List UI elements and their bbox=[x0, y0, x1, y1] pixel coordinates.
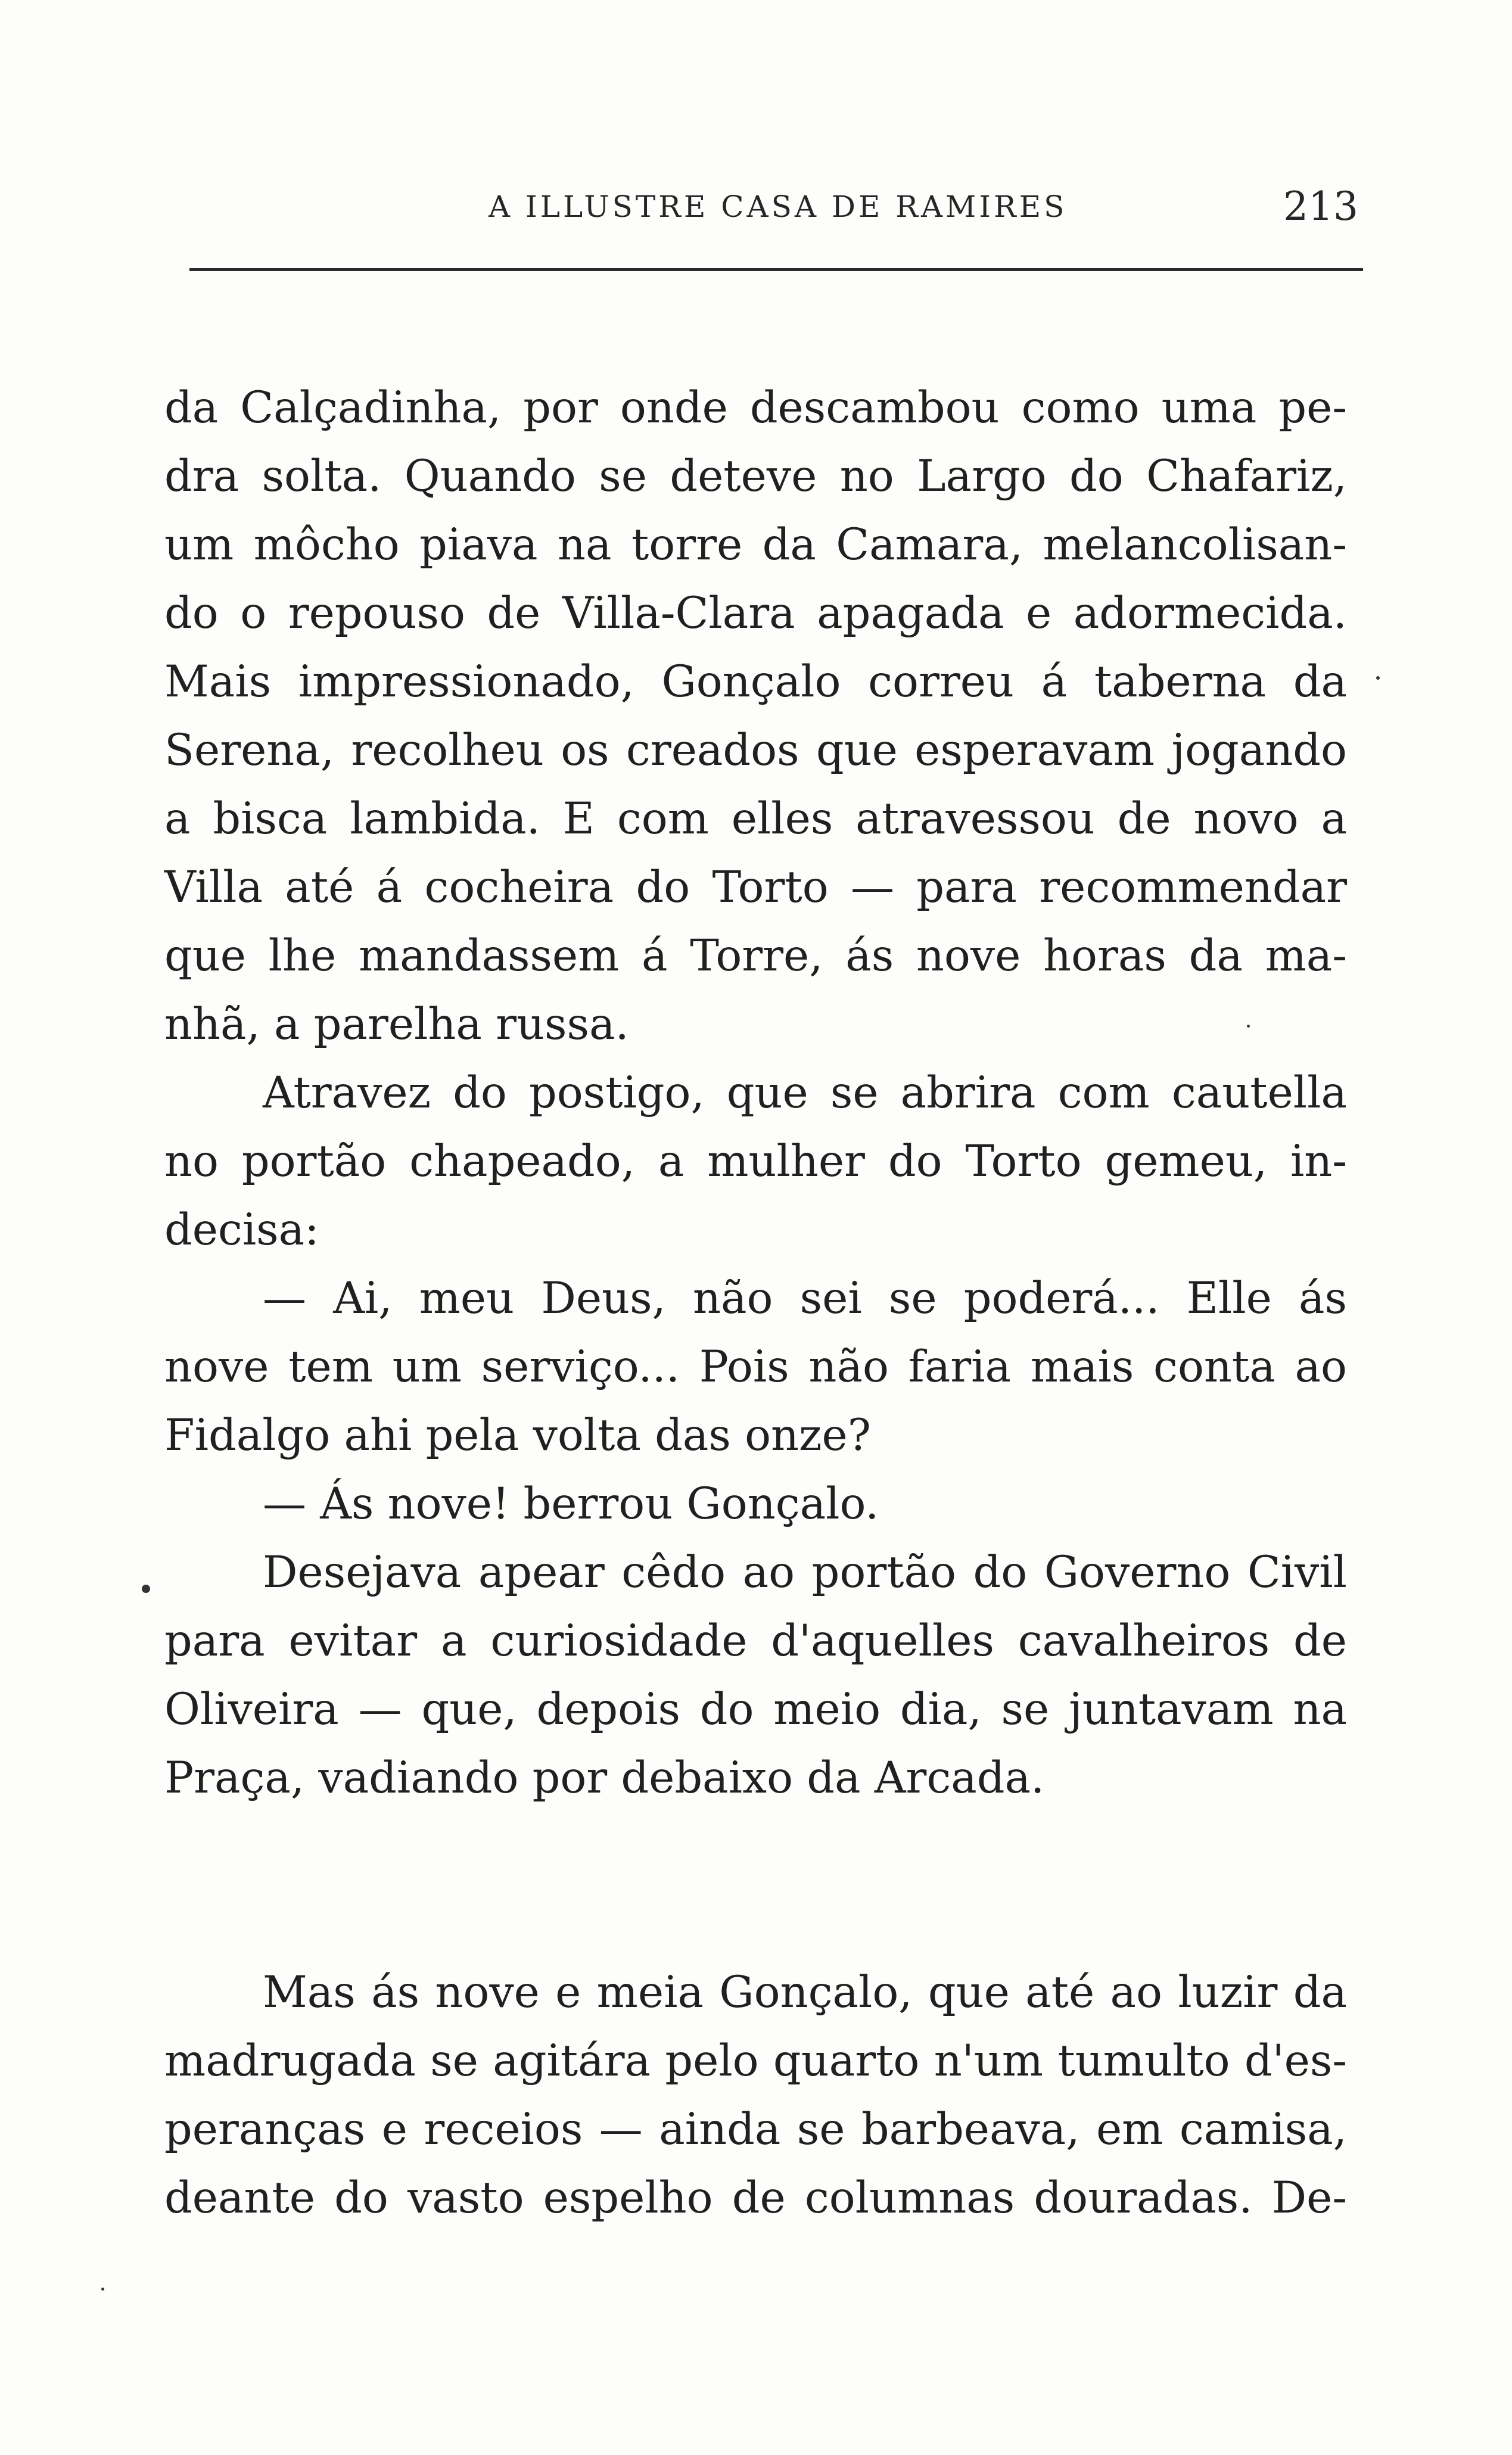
text-block-main bbox=[164, 374, 1347, 1812]
text-line: peranças e receios — ainda se barbeava, em camisa, bbox=[164, 2104, 1347, 2155]
text-line: da Calçadinha, por onde descambou como uma pe- bbox=[164, 382, 1347, 433]
text-line: nhã, a parelha russa. bbox=[164, 999, 629, 1050]
text-line: Fidalgo ahi pela volta das onze? bbox=[164, 1410, 871, 1461]
text-line: um môcho piava na torre da Camara, melancolisan- bbox=[164, 519, 1347, 570]
header-rule bbox=[189, 268, 1363, 271]
print-speck bbox=[1376, 676, 1380, 680]
print-speck bbox=[101, 2288, 104, 2291]
running-title: A ILLUSTRE CASA DE RAMIRES bbox=[489, 189, 1068, 224]
text-line: madrugada se agitára pelo quarto n'um tumulto d'es- bbox=[164, 2036, 1347, 2086]
text-line: decisa: bbox=[164, 1205, 319, 1255]
text-line: Atravez do postigo, que se abrira com cautella bbox=[263, 1068, 1347, 1118]
print-speck bbox=[142, 1585, 150, 1593]
page-number: 213 bbox=[1283, 183, 1358, 229]
text-line: Praça, vadiando por debaixo da Arcada. bbox=[164, 1753, 1045, 1803]
text-line: Villa até á cocheira do Torto — para recommendar bbox=[164, 862, 1347, 913]
print-speck bbox=[1247, 1025, 1250, 1028]
text-line: do o repouso de Villa-Clara apagada e adormecida. bbox=[164, 588, 1347, 639]
text-line: Oliveira — que, depois do meio dia, se juntavam na bbox=[164, 1684, 1347, 1735]
text-line: deante do vasto espelho de columnas douradas. De- bbox=[164, 2173, 1347, 2223]
text-block-section bbox=[164, 1958, 1347, 2232]
text-line: nove tem um serviço... Pois não faria mais conta ao bbox=[164, 1342, 1347, 1392]
text-line: Serena, recolheu os creados que esperavam jogando bbox=[164, 725, 1347, 776]
text-line: dra solta. Quando se deteve no Largo do Chafariz, bbox=[164, 451, 1347, 502]
text-line: para evitar a curiosidade d'aquelles cavalheiros de bbox=[164, 1616, 1347, 1666]
text-line: no portão chapeado, a mulher do Torto gemeu, in- bbox=[164, 1136, 1347, 1187]
text-line: Mais impressionado, Gonçalo correu á taberna da bbox=[164, 656, 1347, 707]
text-line: Desejava apear cêdo ao portão do Governo Civil bbox=[263, 1547, 1347, 1598]
text-line: — Ás nove! berrou Gonçalo. bbox=[263, 1479, 879, 1529]
text-line: que lhe mandassem á Torre, ás nove horas da ma- bbox=[164, 931, 1347, 981]
text-line: a bisca lambida. E com elles atravessou de novo a bbox=[164, 794, 1347, 844]
text-line: — Ai, meu Deus, não sei se poderá... Elle ás bbox=[263, 1273, 1347, 1324]
text-line: Mas ás nove e meia Gonçalo, que até ao luzir da bbox=[263, 1967, 1347, 2018]
